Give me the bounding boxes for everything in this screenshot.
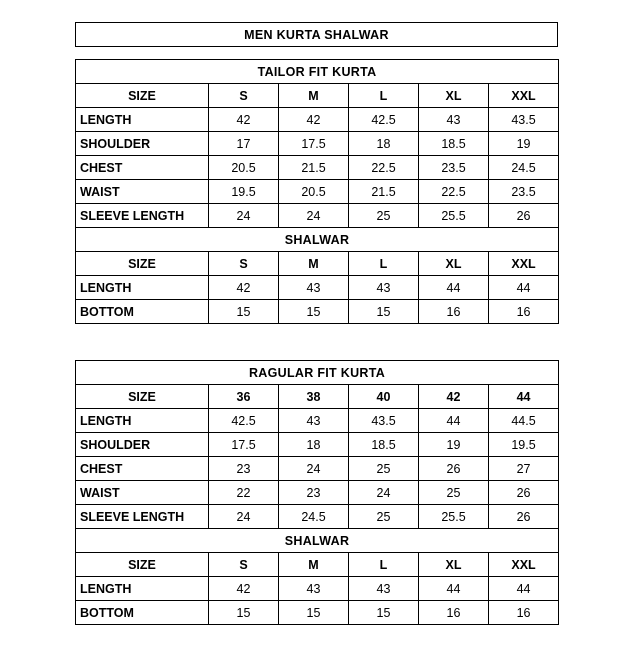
cell-value: 43	[279, 577, 349, 601]
cell-value: 16	[419, 601, 489, 625]
cell-value: 15	[279, 300, 349, 324]
cell-value: 19.5	[489, 433, 559, 457]
cell-value: 17.5	[209, 433, 279, 457]
header-size-36: 36	[209, 385, 279, 409]
cell-value: 26	[419, 457, 489, 481]
table-row	[76, 601, 559, 625]
cell-value: 21.5	[279, 156, 349, 180]
cell-value: 25.5	[419, 204, 489, 228]
cell-value: 42	[209, 108, 279, 132]
row-label-length: LENGTH	[76, 577, 209, 601]
cell-value: 22.5	[419, 180, 489, 204]
table-header-row	[76, 553, 559, 577]
table-row	[76, 577, 559, 601]
cell-value: 18	[279, 433, 349, 457]
cell-value: 44	[419, 577, 489, 601]
cell-value: 26	[489, 481, 559, 505]
cell-value: 24	[279, 204, 349, 228]
cell-value: 24.5	[279, 505, 349, 529]
header-size-44: 44	[489, 385, 559, 409]
cell-value: 20.5	[279, 180, 349, 204]
cell-value: 17	[209, 132, 279, 156]
table-header-row	[76, 385, 559, 409]
row-label-length: LENGTH	[76, 108, 209, 132]
header-size-s: S	[209, 553, 279, 577]
cell-value: 43	[279, 276, 349, 300]
header-size-s: S	[209, 252, 279, 276]
table-row	[76, 276, 559, 300]
header-size-40: 40	[349, 385, 419, 409]
cell-value: 25	[349, 505, 419, 529]
table-row	[76, 409, 559, 433]
cell-value: 26	[489, 204, 559, 228]
cell-value: 15	[349, 601, 419, 625]
cell-value: 20.5	[209, 156, 279, 180]
cell-value: 43.5	[489, 108, 559, 132]
header-size-s: S	[209, 84, 279, 108]
row-label-chest: CHEST	[76, 457, 209, 481]
table-row	[76, 204, 559, 228]
header-size-l: L	[349, 252, 419, 276]
cell-value: 43	[349, 577, 419, 601]
table-header-row	[76, 252, 559, 276]
table-row	[76, 132, 559, 156]
cell-value: 24	[349, 481, 419, 505]
header-size-m: M	[279, 252, 349, 276]
tailor-fit-kurta-table	[75, 59, 559, 324]
header-size-38: 38	[279, 385, 349, 409]
section-title-shalwar-ragular-fit: SHALWAR	[76, 529, 559, 553]
row-label-length: LENGTH	[76, 409, 209, 433]
row-label-sleeve-length: SLEEVE LENGTH	[76, 204, 209, 228]
row-label-chest: CHEST	[76, 156, 209, 180]
cell-value: 25	[349, 204, 419, 228]
row-label-shoulder: SHOULDER	[76, 433, 209, 457]
cell-value: 23	[279, 481, 349, 505]
ragular-fit-kurta-table	[75, 360, 559, 625]
section-title-tailor-fit-kurta: TAILOR FIT KURTA	[76, 60, 559, 84]
cell-value: 16	[419, 300, 489, 324]
cell-value: 43	[279, 409, 349, 433]
cell-value: 24	[209, 505, 279, 529]
cell-value: 19	[489, 132, 559, 156]
cell-value: 24.5	[489, 156, 559, 180]
header-size-xxl: XXL	[489, 553, 559, 577]
table-row	[76, 180, 559, 204]
header-size-label: SIZE	[76, 84, 209, 108]
cell-value: 16	[489, 601, 559, 625]
cell-value: 19.5	[209, 180, 279, 204]
cell-value: 24	[279, 457, 349, 481]
cell-value: 44	[419, 276, 489, 300]
cell-value: 23	[209, 457, 279, 481]
cell-value: 18.5	[419, 132, 489, 156]
section-spacer	[75, 324, 558, 360]
cell-value: 44	[489, 577, 559, 601]
cell-value: 42	[209, 577, 279, 601]
section-title-row	[76, 228, 559, 252]
header-size-l: L	[349, 84, 419, 108]
cell-value: 15	[279, 601, 349, 625]
cell-value: 43.5	[349, 409, 419, 433]
section-title-row	[76, 529, 559, 553]
section-title-row	[76, 361, 559, 385]
cell-value: 42	[209, 276, 279, 300]
table-row	[76, 300, 559, 324]
cell-value: 27	[489, 457, 559, 481]
header-size-xl: XL	[419, 84, 489, 108]
section-title-ragular-fit-kurta: RAGULAR FIT KURTA	[76, 361, 559, 385]
cell-value: 15	[209, 300, 279, 324]
cell-value: 24	[209, 204, 279, 228]
row-label-waist: WAIST	[76, 481, 209, 505]
cell-value: 42.5	[209, 409, 279, 433]
cell-value: 26	[489, 505, 559, 529]
cell-value: 44	[419, 409, 489, 433]
row-label-bottom: BOTTOM	[76, 300, 209, 324]
header-size-m: M	[279, 553, 349, 577]
cell-value: 22.5	[349, 156, 419, 180]
header-size-label: SIZE	[76, 553, 209, 577]
section-title-row	[76, 60, 559, 84]
page-title: MEN KURTA SHALWAR	[76, 23, 558, 47]
row-label-sleeve-length: SLEEVE LENGTH	[76, 505, 209, 529]
header-size-xxl: XXL	[489, 84, 559, 108]
cell-value: 25	[419, 481, 489, 505]
table-header-row	[76, 84, 559, 108]
cell-value: 43	[349, 276, 419, 300]
cell-value: 42	[279, 108, 349, 132]
cell-value: 43	[419, 108, 489, 132]
header-size-l: L	[349, 553, 419, 577]
cell-value: 15	[209, 601, 279, 625]
section-title-shalwar-tailor-fit: SHALWAR	[76, 228, 559, 252]
table-row	[76, 156, 559, 180]
main-title-table	[75, 22, 558, 47]
row-label-length: LENGTH	[76, 276, 209, 300]
table-row	[76, 457, 559, 481]
header-size-xl: XL	[419, 252, 489, 276]
cell-value: 18	[349, 132, 419, 156]
cell-value: 19	[419, 433, 489, 457]
cell-value: 15	[349, 300, 419, 324]
table-row	[76, 108, 559, 132]
header-size-label: SIZE	[76, 385, 209, 409]
table-row	[76, 433, 559, 457]
cell-value: 23.5	[419, 156, 489, 180]
cell-value: 21.5	[349, 180, 419, 204]
cell-value: 25	[349, 457, 419, 481]
cell-value: 42.5	[349, 108, 419, 132]
cell-value: 16	[489, 300, 559, 324]
header-size-xxl: XXL	[489, 252, 559, 276]
cell-value: 44.5	[489, 409, 559, 433]
header-size-m: M	[279, 84, 349, 108]
cell-value: 18.5	[349, 433, 419, 457]
row-label-bottom: BOTTOM	[76, 601, 209, 625]
row-label-shoulder: SHOULDER	[76, 132, 209, 156]
header-size-xl: XL	[419, 553, 489, 577]
table-row	[76, 481, 559, 505]
cell-value: 17.5	[279, 132, 349, 156]
cell-value: 23.5	[489, 180, 559, 204]
cell-value: 22	[209, 481, 279, 505]
row-label-waist: WAIST	[76, 180, 209, 204]
header-size-label: SIZE	[76, 252, 209, 276]
header-size-42: 42	[419, 385, 489, 409]
table-row	[76, 505, 559, 529]
cell-value: 44	[489, 276, 559, 300]
cell-value: 25.5	[419, 505, 489, 529]
